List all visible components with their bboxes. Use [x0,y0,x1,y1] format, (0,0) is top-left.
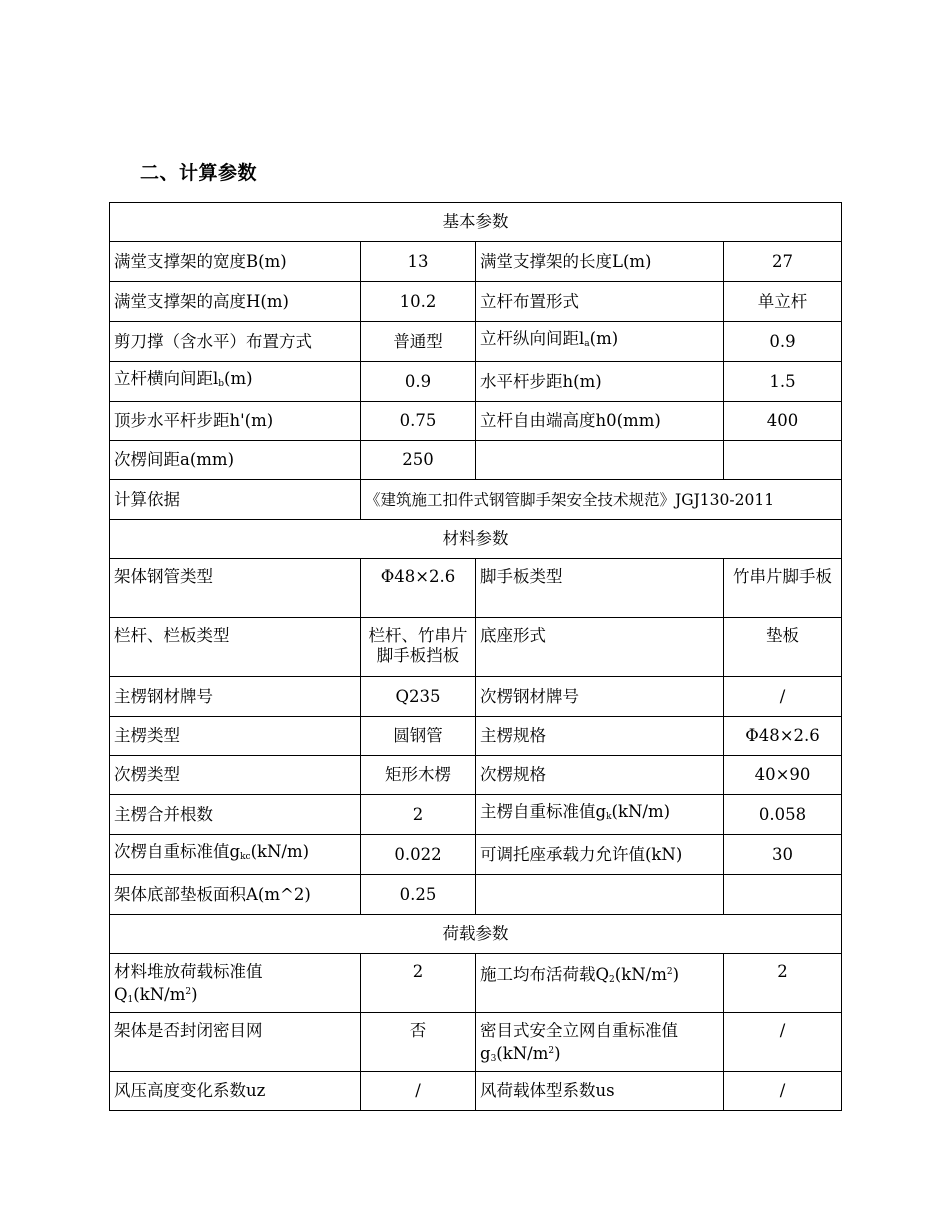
param-value: 27 [724,242,842,282]
param-value: 0.9 [724,322,842,362]
param-value: Q235 [361,677,476,717]
param-label: 主楞合并根数 [110,795,361,835]
section-heading: 二、计算参数 [140,162,258,184]
table-row [110,480,842,520]
param-label: 立杆横向间距$l_b(m)$ [110,362,361,402]
param-label: 水平杆步距h(m) [476,362,724,402]
param-value: 0.25 [361,875,476,915]
param-label: 主楞自重标准值$g_k(kN/m)$ [476,795,724,835]
param-value: 0.058 [724,795,842,835]
param-label: 计算依据 [110,480,361,520]
param-label: 次楞自重标准值$g_{kc}(kN/m)$ [110,835,361,875]
param-value: 40×90 [724,756,842,795]
param-label: 满堂支撑架的长度L(m) [476,242,724,282]
table-row [110,618,842,677]
param-value: Φ48×2.6 [361,559,476,618]
param-value: / [724,1013,842,1072]
param-label: 立杆自由端高度h0(mm) [476,402,724,441]
table-row [110,362,842,402]
param-label: 次楞钢材牌号 [476,677,724,717]
table-row [110,322,842,362]
param-label: 立杆布置形式 [476,282,724,322]
param-label: 可调托座承载力允许值(kN) [476,835,724,875]
param-value: 栏杆、竹串片脚手板挡板 [361,618,476,677]
param-value: / [724,677,842,717]
param-value: 2 [361,954,476,1013]
section-header-basic: 基本参数 [110,203,842,242]
param-value: 0.9 [361,362,476,402]
param-label: 主楞规格 [476,717,724,756]
param-value: 矩形木楞 [361,756,476,795]
param-label: 剪刀撑（含水平）布置方式 [110,322,361,362]
empty-cell [476,441,724,480]
param-label: 材料堆放荷载标准值 $Q_1(kN/m^2)$ [110,954,361,1013]
param-label: 顶步水平杆步距h'(m) [110,402,361,441]
param-label: 架体是否封闭密目网 [110,1013,361,1072]
param-value: 1.5 [724,362,842,402]
table-row [110,1013,842,1072]
param-value: 普通型 [361,322,476,362]
param-label: 施工均布活荷载$Q_2(kN/m^2)$ [476,954,724,1013]
param-value: 2 [361,795,476,835]
param-label: 满堂支撑架的高度H(m) [110,282,361,322]
table-row [110,441,842,480]
param-label: 架体钢管类型 [110,559,361,618]
param-label: 主楞类型 [110,717,361,756]
param-label: 密目式安全立网自重标准值 $g_3(kN/m^2)$ [476,1013,724,1072]
section-header-material: 材料参数 [110,520,842,559]
param-value: 400 [724,402,842,441]
param-value: 30 [724,835,842,875]
table-row [110,756,842,795]
param-label: 次楞规格 [476,756,724,795]
table-row [110,559,842,618]
table-row [110,717,842,756]
param-label: 架体底部垫板面积A(m^2) [110,875,361,915]
table-row [110,1072,842,1111]
table-row [110,282,842,322]
param-value: / [361,1072,476,1111]
empty-cell [724,441,842,480]
section-header-load: 荷载参数 [110,915,842,954]
param-value: Φ48×2.6 [724,717,842,756]
param-value: 250 [361,441,476,480]
param-value: 0.022 [361,835,476,875]
table-row [110,402,842,441]
empty-cell [724,875,842,915]
param-value: 垫板 [724,618,842,677]
table-row [110,795,842,835]
parameter-table [109,202,842,1111]
param-label: 栏杆、栏板类型 [110,618,361,677]
param-value: 否 [361,1013,476,1072]
param-label: 立杆纵向间距$l_a(m)$ [476,322,724,362]
table-row [110,954,842,1013]
param-value: 0.75 [361,402,476,441]
table-row [110,242,842,282]
param-value: 单立杆 [724,282,842,322]
param-value: 10.2 [361,282,476,322]
param-label: 底座形式 [476,618,724,677]
param-value: 《建筑施工扣件式钢管脚手架安全技术规范》JGJ130-2011 [361,480,842,520]
param-label: 次楞间距a(mm) [110,441,361,480]
param-value: 2 [724,954,842,1013]
table-row [110,875,842,915]
param-value: 圆钢管 [361,717,476,756]
param-label: 主楞钢材牌号 [110,677,361,717]
table-row [110,835,842,875]
param-label: 风压高度变化系数uz [110,1072,361,1111]
param-value: 竹串片脚手板 [724,559,842,618]
param-value: 13 [361,242,476,282]
table-row [110,677,842,717]
param-value: / [724,1072,842,1111]
param-label: 次楞类型 [110,756,361,795]
empty-cell [476,875,724,915]
param-label: 脚手板类型 [476,559,724,618]
param-label: 满堂支撑架的宽度B(m) [110,242,361,282]
param-label: 风荷载体型系数us [476,1072,724,1111]
